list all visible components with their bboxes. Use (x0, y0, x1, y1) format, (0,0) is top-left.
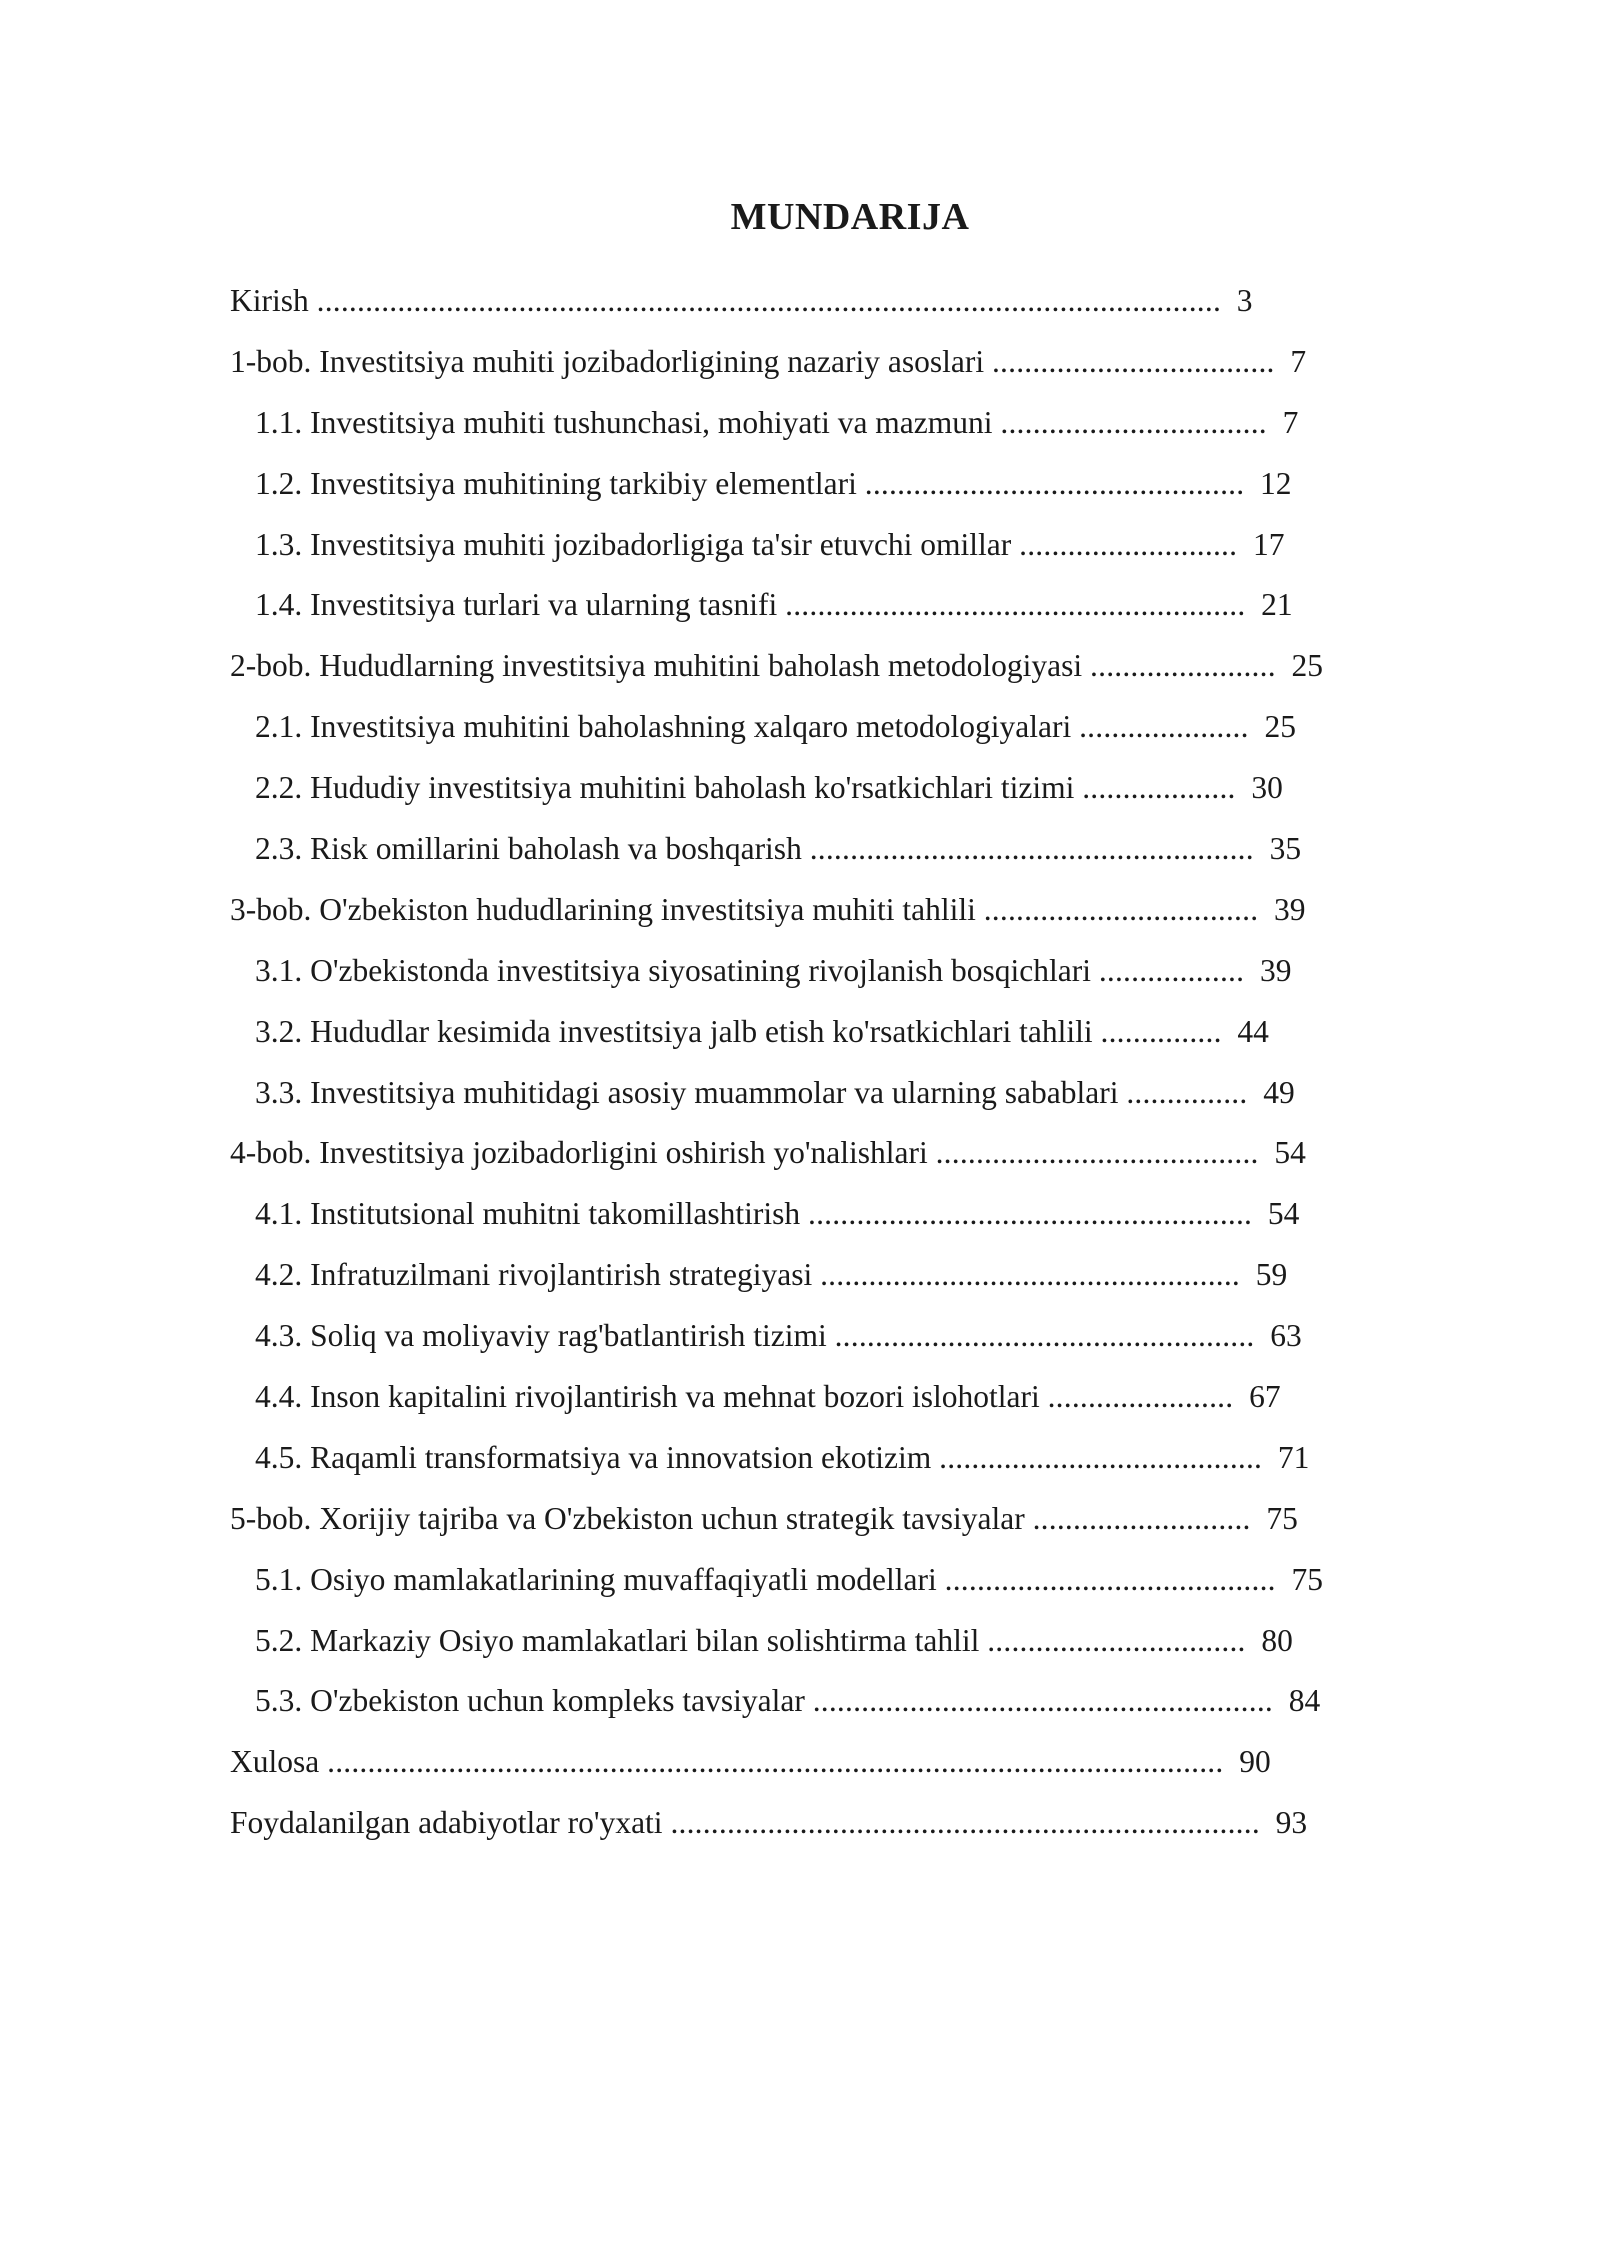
toc-subsection (230, 1428, 1380, 1489)
toc-leader-dots: ........................................ (935, 1135, 1259, 1171)
toc-subsection (230, 1002, 1380, 1063)
toc-leader-dots: ....................................................... (808, 1196, 1253, 1232)
toc-page-number: 44 (1237, 1013, 1269, 1049)
toc-page-number: 35 (1269, 831, 1302, 867)
toc-subsection (230, 819, 1380, 880)
toc-subsection (230, 393, 1380, 454)
toc-entry-title: 1.2. Investitsiya muhitining tarkibiy elementlari (255, 465, 857, 501)
toc-page-number: 75 (1291, 1561, 1323, 1597)
toc-leader-dots: ............... (1126, 1074, 1248, 1110)
toc-chapter (230, 1793, 1380, 1854)
toc-page-number: 54 (1274, 1135, 1306, 1171)
toc-subsection (230, 1550, 1380, 1611)
toc-entry-title: 1-bob. Investitsiya muhiti jozibadorligining nazariy asoslari (230, 343, 985, 379)
toc-subsection (230, 1611, 1380, 1672)
toc-page-number: 12 (1260, 465, 1292, 501)
toc-leader-dots: ........................... (1019, 526, 1238, 562)
toc-entry-title: Xulosa (230, 1744, 320, 1780)
toc-leader-dots: ........................................ (939, 1439, 1263, 1475)
toc-entry-title: 2.2. Hududiy investitsiya muhitini baholash ko'rsatkichlari tizimi (255, 770, 1075, 806)
toc-page-number: 7 (1282, 404, 1299, 440)
toc-leader-dots: ................................ (987, 1622, 1246, 1658)
toc-entry-title: 4.4. Inson kapitalini rivojlantirish va mehnat bozori islohotlari (255, 1379, 1040, 1415)
toc-subsection (230, 1367, 1380, 1428)
toc-page-number: 93 (1275, 1805, 1308, 1841)
toc-page-number: 80 (1261, 1622, 1293, 1658)
toc-page-number: 75 (1266, 1500, 1298, 1536)
toc-leader-dots: ....................... (1090, 648, 1276, 684)
toc-chapter (230, 332, 1380, 393)
toc-entry-title: 1.4. Investitsiya turlari va ularning tasnifi (255, 587, 778, 623)
toc-entry-title: 4.1. Institutsional muhitni takomillashtirish (255, 1196, 801, 1232)
toc-page-number: 7 (1290, 343, 1307, 379)
toc-leader-dots: ................... (1082, 770, 1236, 806)
toc-page-number: 17 (1252, 526, 1285, 562)
toc-entry-title: 2.1. Investitsiya muhitini baholashning xalqaro metodologiyalari (255, 709, 1072, 745)
toc-page-number: 25 (1264, 709, 1296, 745)
toc-chapter (230, 1489, 1380, 1550)
toc-leader-dots: ......................................................... (785, 587, 1246, 623)
table-of-contents (230, 271, 1380, 1854)
toc-entry-title: 5.2. Markaziy Osiyo mamlakatlari bilan solishtirma tahlil (255, 1622, 980, 1658)
toc-subsection (230, 454, 1380, 515)
toc-chapter (230, 636, 1380, 697)
toc-subsection (230, 575, 1380, 636)
toc-leader-dots: ............................................................................................................... (327, 1744, 1224, 1780)
toc-entry-title: Foydalanilgan adabiyotlar ro'yxati (230, 1805, 663, 1841)
toc-entry-title: 2.3. Risk omillarini baholash va boshqarish (255, 831, 802, 867)
toc-entry-title: 5.3. O'zbekiston uchun kompleks tavsiyalar (255, 1683, 805, 1719)
toc-page-number: 3 (1236, 283, 1253, 318)
toc-subsection (230, 1063, 1380, 1124)
toc-page-number: 54 (1267, 1196, 1300, 1232)
toc-leader-dots: ..................... (1079, 709, 1249, 745)
toc-entry-title: 2-bob. Hududlarning investitsiya muhitini baholash metodologiyasi (230, 648, 1083, 684)
toc-entry-title: 4.3. Soliq va moliyaviy rag'batlantirish tizimi (255, 1318, 827, 1354)
toc-subsection (230, 941, 1380, 1002)
toc-page-number: 67 (1249, 1379, 1281, 1415)
toc-subsection (230, 1245, 1380, 1306)
toc-leader-dots: .................................. (983, 891, 1259, 927)
toc-leader-dots: .................................................... (820, 1257, 1241, 1293)
toc-page-number: 30 (1251, 770, 1283, 806)
toc-page-number: 71 (1277, 1439, 1310, 1475)
toc-chapter (230, 880, 1380, 941)
toc-page-number: 63 (1270, 1318, 1302, 1354)
toc-entry-title: 4.5. Raqamli transformatsiya va innovatsion ekotizim (255, 1439, 932, 1475)
toc-subsection (230, 758, 1380, 819)
toc-leader-dots: ............................................... (864, 465, 1245, 501)
toc-leader-dots: ............... (1100, 1013, 1222, 1049)
toc-entry-title: 5-bob. Xorijiy tajriba va O'zbekiston uchun strategik tavsiyalar (230, 1500, 1025, 1536)
toc-entry-title: 5.1. Osiyo mamlakatlarining muvaffaqiyatli modellari (255, 1561, 937, 1597)
toc-entry-title: Kirish (230, 283, 309, 318)
toc-subsection (230, 697, 1380, 758)
toc-leader-dots: ....................... (1047, 1379, 1234, 1415)
toc-leader-dots: ......................................... (944, 1561, 1276, 1597)
toc-leader-dots: ......................................................... (812, 1683, 1273, 1719)
toc-chapter (230, 271, 1380, 332)
toc-chapter (230, 1123, 1380, 1184)
toc-subsection (230, 1306, 1380, 1367)
toc-page-number: 90 (1239, 1744, 1271, 1780)
toc-entry-title: 3.2. Hududlar kesimida investitsiya jalb etish ko'rsatkichlari tahlili (255, 1013, 1093, 1049)
toc-entry-title: 4.2. Infratuzilmani rivojlantirish strategiyasi (255, 1257, 813, 1293)
toc-leader-dots: ........................... (1032, 1500, 1251, 1536)
toc-page-number: 39 (1259, 952, 1292, 988)
toc-leader-dots: ................................... (991, 343, 1275, 379)
toc-subsection (230, 1671, 1380, 1732)
toc-page-number: 59 (1255, 1257, 1288, 1293)
toc-leader-dots: ................................. (1000, 404, 1267, 440)
toc-page-number: 39 (1274, 891, 1306, 927)
toc-page-number: 84 (1288, 1683, 1321, 1719)
toc-page-number: 49 (1263, 1074, 1295, 1110)
toc-entry-title: 3-bob. O'zbekiston hududlarining investitsiya muhiti tahlili (230, 891, 976, 927)
toc-leader-dots: ....................................................... (809, 831, 1254, 867)
page-title: MUNDARIJA (730, 196, 970, 238)
toc-leader-dots: ......................................................................... (670, 1805, 1260, 1841)
toc-leader-dots: .................................................... (834, 1318, 1255, 1354)
toc-entry-title: 3.1. O'zbekistonda investitsiya siyosatining rivojlanish bosqichlari (255, 952, 1091, 988)
toc-entry-title: 1.1. Investitsiya muhiti tushunchasi, mohiyati va mazmuni (255, 404, 993, 440)
toc-subsection (230, 1184, 1380, 1245)
toc-page-number: 21 (1261, 587, 1293, 623)
toc-entry-title: 4-bob. Investitsiya jozibadorligini oshirish yo'nalishlari (230, 1135, 928, 1171)
toc-page-number: 25 (1291, 648, 1324, 684)
toc-leader-dots: ................................................................................................................ (316, 283, 1222, 318)
toc-entry-title: 1.3. Investitsiya muhiti jozibadorligiga ta'sir etuvchi omillar (255, 526, 1012, 562)
toc-leader-dots: .................. (1098, 952, 1245, 988)
toc-chapter (230, 1732, 1380, 1793)
toc-entry-title: 3.3. Investitsiya muhitidagi asosiy muammolar va ularning sabablari (255, 1074, 1119, 1110)
toc-subsection (230, 515, 1380, 576)
